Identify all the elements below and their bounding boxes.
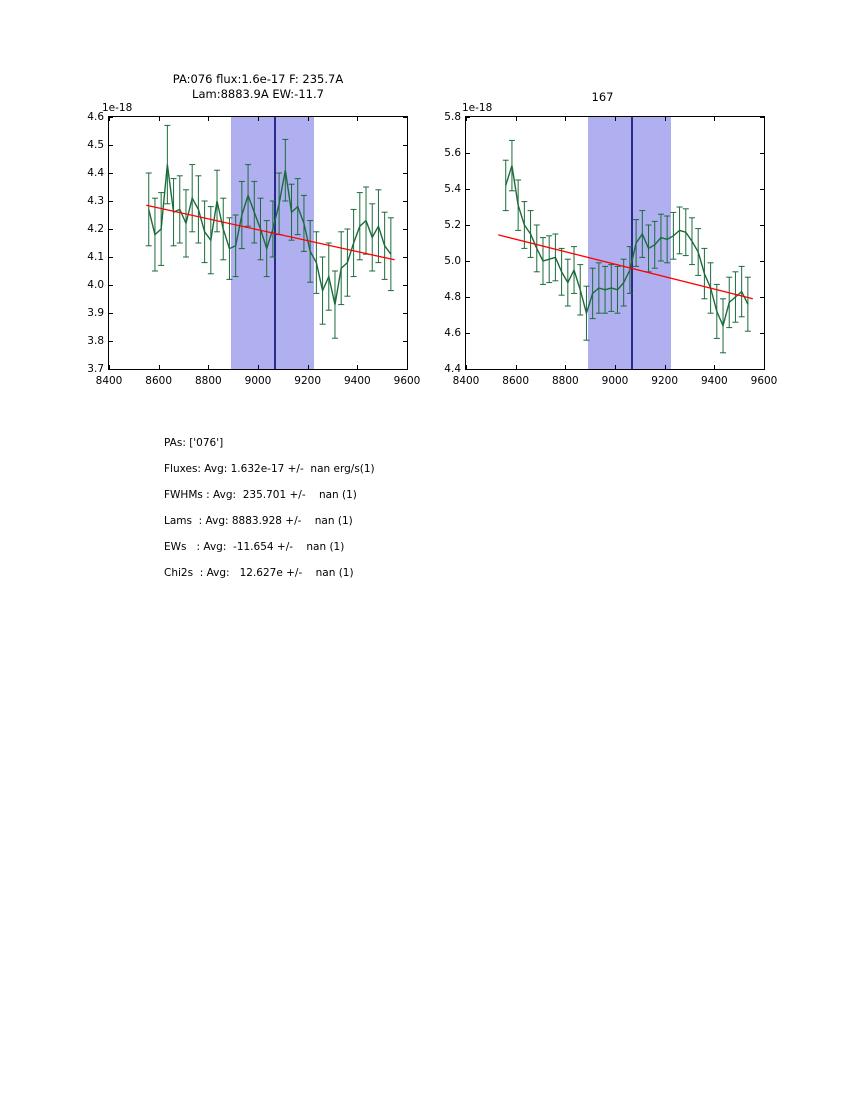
x-axis-tick-label: 9600 xyxy=(750,375,778,387)
y-axis-tick-mark xyxy=(403,257,407,258)
y-axis-tick-label: 4.6 xyxy=(87,111,104,123)
y-axis-tick-label: 3.9 xyxy=(87,307,104,319)
y-axis-tick-mark xyxy=(466,225,470,226)
x-axis-tick-mark xyxy=(208,365,209,369)
y-axis-tick-label: 4.4 xyxy=(87,167,104,179)
y-axis-tick-mark xyxy=(466,189,470,190)
y-axis-tick-label: 5.4 xyxy=(444,183,461,195)
x-axis-tick-label: 8800 xyxy=(551,375,579,387)
y-axis-tick-label: 5.8 xyxy=(444,111,461,123)
x-axis-tick-label: 8400 xyxy=(95,375,123,387)
chart-title-left-line2: Lam:8883.9A EW:-11.7 xyxy=(192,87,324,101)
y-axis-tick-label: 4.2 xyxy=(87,223,104,235)
y-axis-tick-mark xyxy=(466,369,470,370)
y-axis-tick-mark xyxy=(760,333,764,334)
chart-title-left-line1: PA:076 flux:1.6e-17 F: 235.7A xyxy=(172,72,344,86)
x-axis-tick-mark xyxy=(208,117,209,121)
data-curve-group xyxy=(466,117,764,369)
stats-line-ews: EWs : Avg: -11.654 +/- nan (1) xyxy=(164,541,345,553)
y-axis-tick-label: 5.6 xyxy=(444,147,461,159)
y-axis-tick-mark xyxy=(109,257,113,258)
x-axis-tick-mark xyxy=(665,117,666,121)
x-axis-tick-mark xyxy=(258,117,259,121)
y-axis-tick-label: 3.7 xyxy=(87,363,104,375)
x-axis-tick-mark xyxy=(407,117,408,121)
x-axis-tick-mark xyxy=(565,365,566,369)
x-axis-tick-label: 8400 xyxy=(452,375,480,387)
x-axis-tick-mark xyxy=(615,365,616,369)
y-axis-tick-mark xyxy=(403,285,407,286)
y-axis-tick-label: 5.2 xyxy=(444,219,461,231)
y-axis-tick-mark xyxy=(109,201,113,202)
stats-line-fwhms: FWHMs : Avg: 235.701 +/- nan (1) xyxy=(164,489,357,501)
x-axis-tick-mark xyxy=(764,365,765,369)
x-axis-tick-label: 9400 xyxy=(700,375,728,387)
x-axis-tick-mark xyxy=(308,117,309,121)
x-axis-tick-mark xyxy=(714,365,715,369)
x-axis-tick-mark xyxy=(258,365,259,369)
x-axis-tick-label: 8800 xyxy=(194,375,222,387)
y-axis-tick-mark xyxy=(760,369,764,370)
y-axis-tick-mark xyxy=(403,173,407,174)
y-axis-tick-mark xyxy=(109,145,113,146)
plot-area-left xyxy=(87,111,421,387)
y-axis-tick-mark xyxy=(403,313,407,314)
x-axis-tick-mark xyxy=(565,117,566,121)
x-axis-tick-mark xyxy=(407,365,408,369)
y-axis-tick-label: 4.6 xyxy=(444,327,461,339)
x-axis-tick-label: 9000 xyxy=(244,375,272,387)
y-exponent-label-right: 1e-18 xyxy=(462,102,493,114)
x-axis-tick-label: 8600 xyxy=(145,375,173,387)
x-axis-tick-mark xyxy=(466,365,467,369)
y-axis-tick-mark xyxy=(466,261,470,262)
x-axis-tick-mark xyxy=(615,117,616,121)
x-axis-tick-mark xyxy=(764,117,765,121)
chart-title-right-line1: 167 xyxy=(591,90,614,104)
y-axis-tick-mark xyxy=(760,261,764,262)
y-axis-tick-mark xyxy=(109,229,113,230)
x-axis-tick-mark xyxy=(357,365,358,369)
x-axis-tick-label: 9400 xyxy=(343,375,371,387)
x-axis-tick-label: 9200 xyxy=(651,375,679,387)
statistics-summary xyxy=(164,430,375,586)
x-axis-tick-label: 8600 xyxy=(502,375,530,387)
x-axis-tick-mark xyxy=(665,365,666,369)
y-axis-tick-label: 4.5 xyxy=(87,139,104,151)
y-axis-tick-mark xyxy=(466,153,470,154)
x-axis-tick-label: 9000 xyxy=(601,375,629,387)
x-axis-tick-mark xyxy=(466,117,467,121)
y-axis-tick-mark xyxy=(466,297,470,298)
x-axis-tick-mark xyxy=(109,365,110,369)
x-axis-tick-mark xyxy=(714,117,715,121)
y-axis-tick-mark xyxy=(109,313,113,314)
y-axis-tick-mark xyxy=(466,333,470,334)
y-axis-tick-mark xyxy=(403,341,407,342)
x-axis-tick-mark xyxy=(357,117,358,121)
y-axis-tick-mark xyxy=(109,173,113,174)
x-axis-tick-mark xyxy=(516,365,517,369)
x-axis-tick-mark xyxy=(159,117,160,121)
y-axis-tick-label: 4.0 xyxy=(87,279,104,291)
y-axis-tick-label: 4.1 xyxy=(87,251,104,263)
chart-panel-right xyxy=(440,60,778,387)
y-axis-tick-label: 4.3 xyxy=(87,195,104,207)
stats-line-fluxes: Fluxes: Avg: 1.632e-17 +/- nan erg/s(1) xyxy=(164,463,375,475)
y-axis-tick-mark xyxy=(109,285,113,286)
y-axis-tick-mark xyxy=(760,153,764,154)
y-axis-tick-mark xyxy=(760,189,764,190)
y-axis-tick-label: 4.8 xyxy=(444,291,461,303)
y-axis-tick-mark xyxy=(403,369,407,370)
y-axis-tick-mark xyxy=(403,201,407,202)
x-axis-tick-mark xyxy=(109,117,110,121)
x-axis-tick-label: 9600 xyxy=(393,375,421,387)
y-axis-tick-label: 5.0 xyxy=(444,255,461,267)
y-axis-tick-mark xyxy=(403,145,407,146)
chart-panel-left xyxy=(87,60,421,387)
stats-line-pas: PAs: ['076'] xyxy=(164,437,224,449)
y-axis-tick-mark xyxy=(760,225,764,226)
data-curve-group xyxy=(109,117,407,369)
x-axis-tick-mark xyxy=(308,365,309,369)
x-axis-tick-label: 9200 xyxy=(294,375,322,387)
x-axis-tick-mark xyxy=(159,365,160,369)
y-axis-tick-mark xyxy=(760,297,764,298)
x-axis-tick-mark xyxy=(516,117,517,121)
y-axis-tick-mark xyxy=(109,369,113,370)
y-axis-tick-label: 3.8 xyxy=(87,335,104,347)
stats-line-chi2s: Chi2s : Avg: 12.627e +/- nan (1) xyxy=(164,567,354,579)
y-axis-tick-mark xyxy=(403,229,407,230)
stats-line-lams: Lams : Avg: 8883.928 +/- nan (1) xyxy=(164,515,353,527)
plot-area-right xyxy=(444,111,778,387)
y-exponent-label-left: 1e-18 xyxy=(102,102,133,114)
y-axis-tick-mark xyxy=(109,341,113,342)
y-axis-tick-label: 4.4 xyxy=(444,363,461,375)
